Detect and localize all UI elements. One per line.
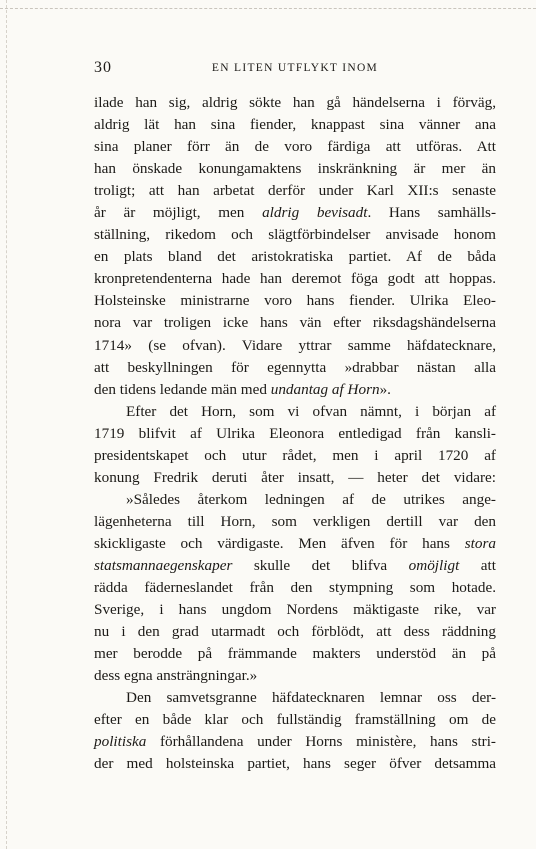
text-segment: ». xyxy=(379,380,391,398)
text-segment: der med holsteinska partiet, hans seger öfver detsamma xyxy=(94,755,496,773)
italic-text: statsmannaegenskaper xyxy=(94,556,233,574)
page-number: 30 xyxy=(94,59,112,76)
text-line xyxy=(94,467,496,489)
text-segment: aldrig lät han sina fiender, knappast sina vänner ana xyxy=(94,116,496,134)
text-line xyxy=(94,621,496,643)
text-line xyxy=(94,423,496,445)
text-segment: Holsteinske ministrarne voro hans fiender. Ulrika Eleo- xyxy=(94,292,496,310)
italic-text: undantag af Horn xyxy=(270,380,380,398)
text-line xyxy=(94,379,496,401)
text-line xyxy=(94,555,496,577)
text-line xyxy=(94,136,496,158)
text-segment: dess egna ansträngningar.» xyxy=(94,667,258,685)
text-line xyxy=(94,357,496,379)
text-line xyxy=(94,158,496,180)
text-segment: ställning, rikedom och slägtförbindelser anvisade honom xyxy=(94,226,496,244)
text-line xyxy=(94,268,496,290)
italic-text: stora xyxy=(464,534,496,552)
text-line xyxy=(94,643,496,665)
text-line xyxy=(94,202,496,224)
text-segment: mer berodde på främmande makters understöd än på xyxy=(94,645,496,663)
text-line xyxy=(94,445,496,467)
text-segment: »Således återkom ledningen af de utrikes ange- xyxy=(126,490,496,508)
text-line xyxy=(94,665,496,687)
text-line xyxy=(94,224,496,246)
text-line xyxy=(94,533,496,555)
text-segment: troligt; att han arbetat derför under Karl XII:s senaste xyxy=(94,182,496,200)
text-segment: skickligaste och värdigaste. Men äfven för hans xyxy=(94,534,465,552)
text-segment: den tidens ledande män med xyxy=(94,380,271,398)
text-segment: ilade han sig, aldrig sökte han gå händelserna i förväg, xyxy=(94,94,496,111)
text-segment: lägenheterna till Horn, som verkligen dertill var den xyxy=(94,512,496,530)
text-segment: efter en både klar och fullständig framställning om de xyxy=(94,711,496,729)
text-segment: nora var troligen icke hans vän efter riksdagshändelserna xyxy=(94,314,496,332)
text-line xyxy=(94,577,496,599)
running-head: EN LITEN UTFLYKT INOM xyxy=(211,62,379,74)
text-line xyxy=(94,687,496,709)
text-segment: år är möjligt, men xyxy=(94,204,263,222)
text-segment: Efter det Horn, som vi ofvan nämnt, i början af xyxy=(126,402,496,420)
body-text xyxy=(94,92,496,775)
text-segment: en plats bland det aristokratiska partiet. Af de båda xyxy=(94,248,496,266)
text-line xyxy=(94,511,496,533)
page-header xyxy=(94,59,496,81)
text-segment: rädda fäderneslandet från den stympning som hotade. xyxy=(94,579,496,597)
italic-text: omöjligt xyxy=(408,556,460,574)
text-line xyxy=(94,709,496,731)
text-segment: kronpretendenterna hade han deremot föga godt att hoppas. xyxy=(94,270,496,288)
page-edge-left xyxy=(6,0,7,849)
italic-text: aldrig bevisadt xyxy=(262,204,368,222)
text-line xyxy=(94,599,496,621)
text-line xyxy=(94,114,496,136)
text-segment: att beskyllningen för egennytta »drabbar nästan alla xyxy=(94,358,496,376)
text-line xyxy=(94,335,496,357)
text-line xyxy=(94,92,496,114)
text-line xyxy=(94,312,496,334)
text-segment: konung Fredrik deruti åter insatt, — heter det vidare: xyxy=(94,468,496,486)
text-segment: han önskade konungamaktens inskränkning är mer än xyxy=(94,160,496,178)
page-edge-top xyxy=(0,8,536,9)
text-line xyxy=(94,489,496,511)
text-line xyxy=(94,731,496,753)
text-segment: presidentskapet och utur rådet, men i april 1720 af xyxy=(94,446,496,464)
italic-text: politiska xyxy=(94,733,147,751)
text-line xyxy=(94,180,496,202)
text-line xyxy=(94,246,496,268)
text-segment: förhållandena under Horns ministère, hans stri- xyxy=(146,733,496,751)
text-segment: Den samvetsgranne häfdatecknaren lemnar oss der- xyxy=(126,689,496,707)
text-segment: sina planer förr än de voro färdiga att utföras. Att xyxy=(94,138,496,156)
text-segment: nu i den grad utarmadt och förblödt, att dess räddning xyxy=(94,623,496,641)
text-segment: 1719 blifvit af Ulrika Eleonora entledigad från kansli- xyxy=(94,424,496,442)
text-segment: Sverige, i hans ungdom Nordens mäktigaste rike, var xyxy=(94,601,496,619)
text-line xyxy=(94,401,496,423)
text-segment: skulle det blifva xyxy=(232,556,409,574)
text-line xyxy=(94,290,496,312)
text-segment: . Hans samhälls- xyxy=(367,204,497,222)
text-segment: 1714» (se ofvan). Vidare yttrar samme häfdatecknare, xyxy=(94,336,496,354)
text-line xyxy=(94,753,496,775)
text-segment: att xyxy=(459,556,496,574)
